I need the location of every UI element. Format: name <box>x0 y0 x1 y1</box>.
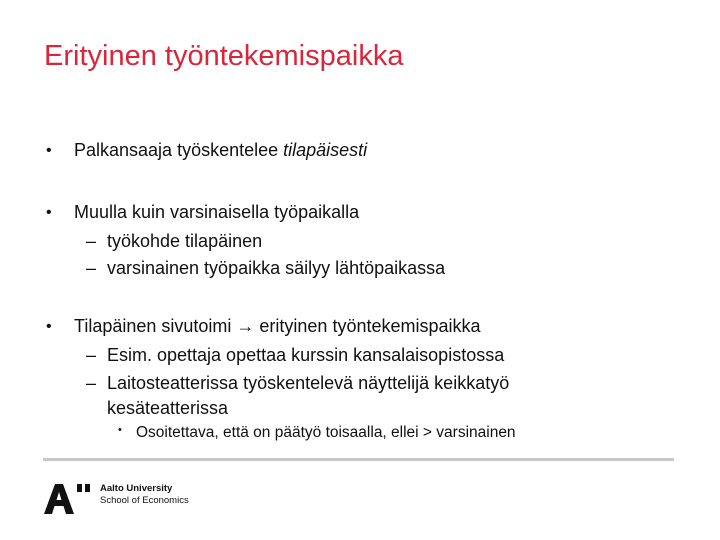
sub-sub-bullet-marker: • <box>118 424 122 436</box>
sub-sub-bullet-text: Osoitettava, että on päätyö toisaalla, ellei > varsinainen <box>136 424 516 441</box>
logo-text-line-2: School of Economics <box>100 495 189 506</box>
sub-bullet-marker: – <box>86 258 97 278</box>
logo-text-line-1: Aalto University <box>100 483 173 494</box>
bullet-marker: • <box>46 318 52 335</box>
sub-bullet-text: Laitosteatterissa työskentelevä näyttelijä keikkatyö <box>107 373 510 393</box>
footer-divider <box>43 458 674 461</box>
sub-bullet-marker: – <box>86 373 97 393</box>
bullet-marker: • <box>46 204 52 221</box>
bullet-text-plain: Palkansaaja työskentelee <box>74 140 284 160</box>
bullet-text-2: Muulla kuin varsinaisella työpaikalla <box>74 202 360 222</box>
sub-bullet-text: Esim. opettaja opettaa kurssin kansalaisopistossa <box>107 345 505 365</box>
bullet-text-1 <box>74 140 367 161</box>
bullet-marker: • <box>46 142 52 159</box>
bullet-text-3: Tilapäinen sivutoimi → erityinen työntekemispaikka <box>74 316 481 336</box>
sub-bullet-text: varsinainen työpaikka säilyy lähtöpaikassa <box>107 258 446 278</box>
bullet-text-emphasis: tilapäisesti <box>283 140 368 160</box>
sub-bullet-text: työkohde tilapäinen <box>107 231 263 251</box>
sub-bullet-marker: – <box>86 345 97 365</box>
sub-bullet-text-continuation: kesäteatterissa <box>107 398 229 418</box>
slide-title: Erityinen työntekemispaikka <box>44 40 404 72</box>
sub-bullet-marker: – <box>86 231 97 251</box>
aalto-logo-icon <box>44 484 92 514</box>
